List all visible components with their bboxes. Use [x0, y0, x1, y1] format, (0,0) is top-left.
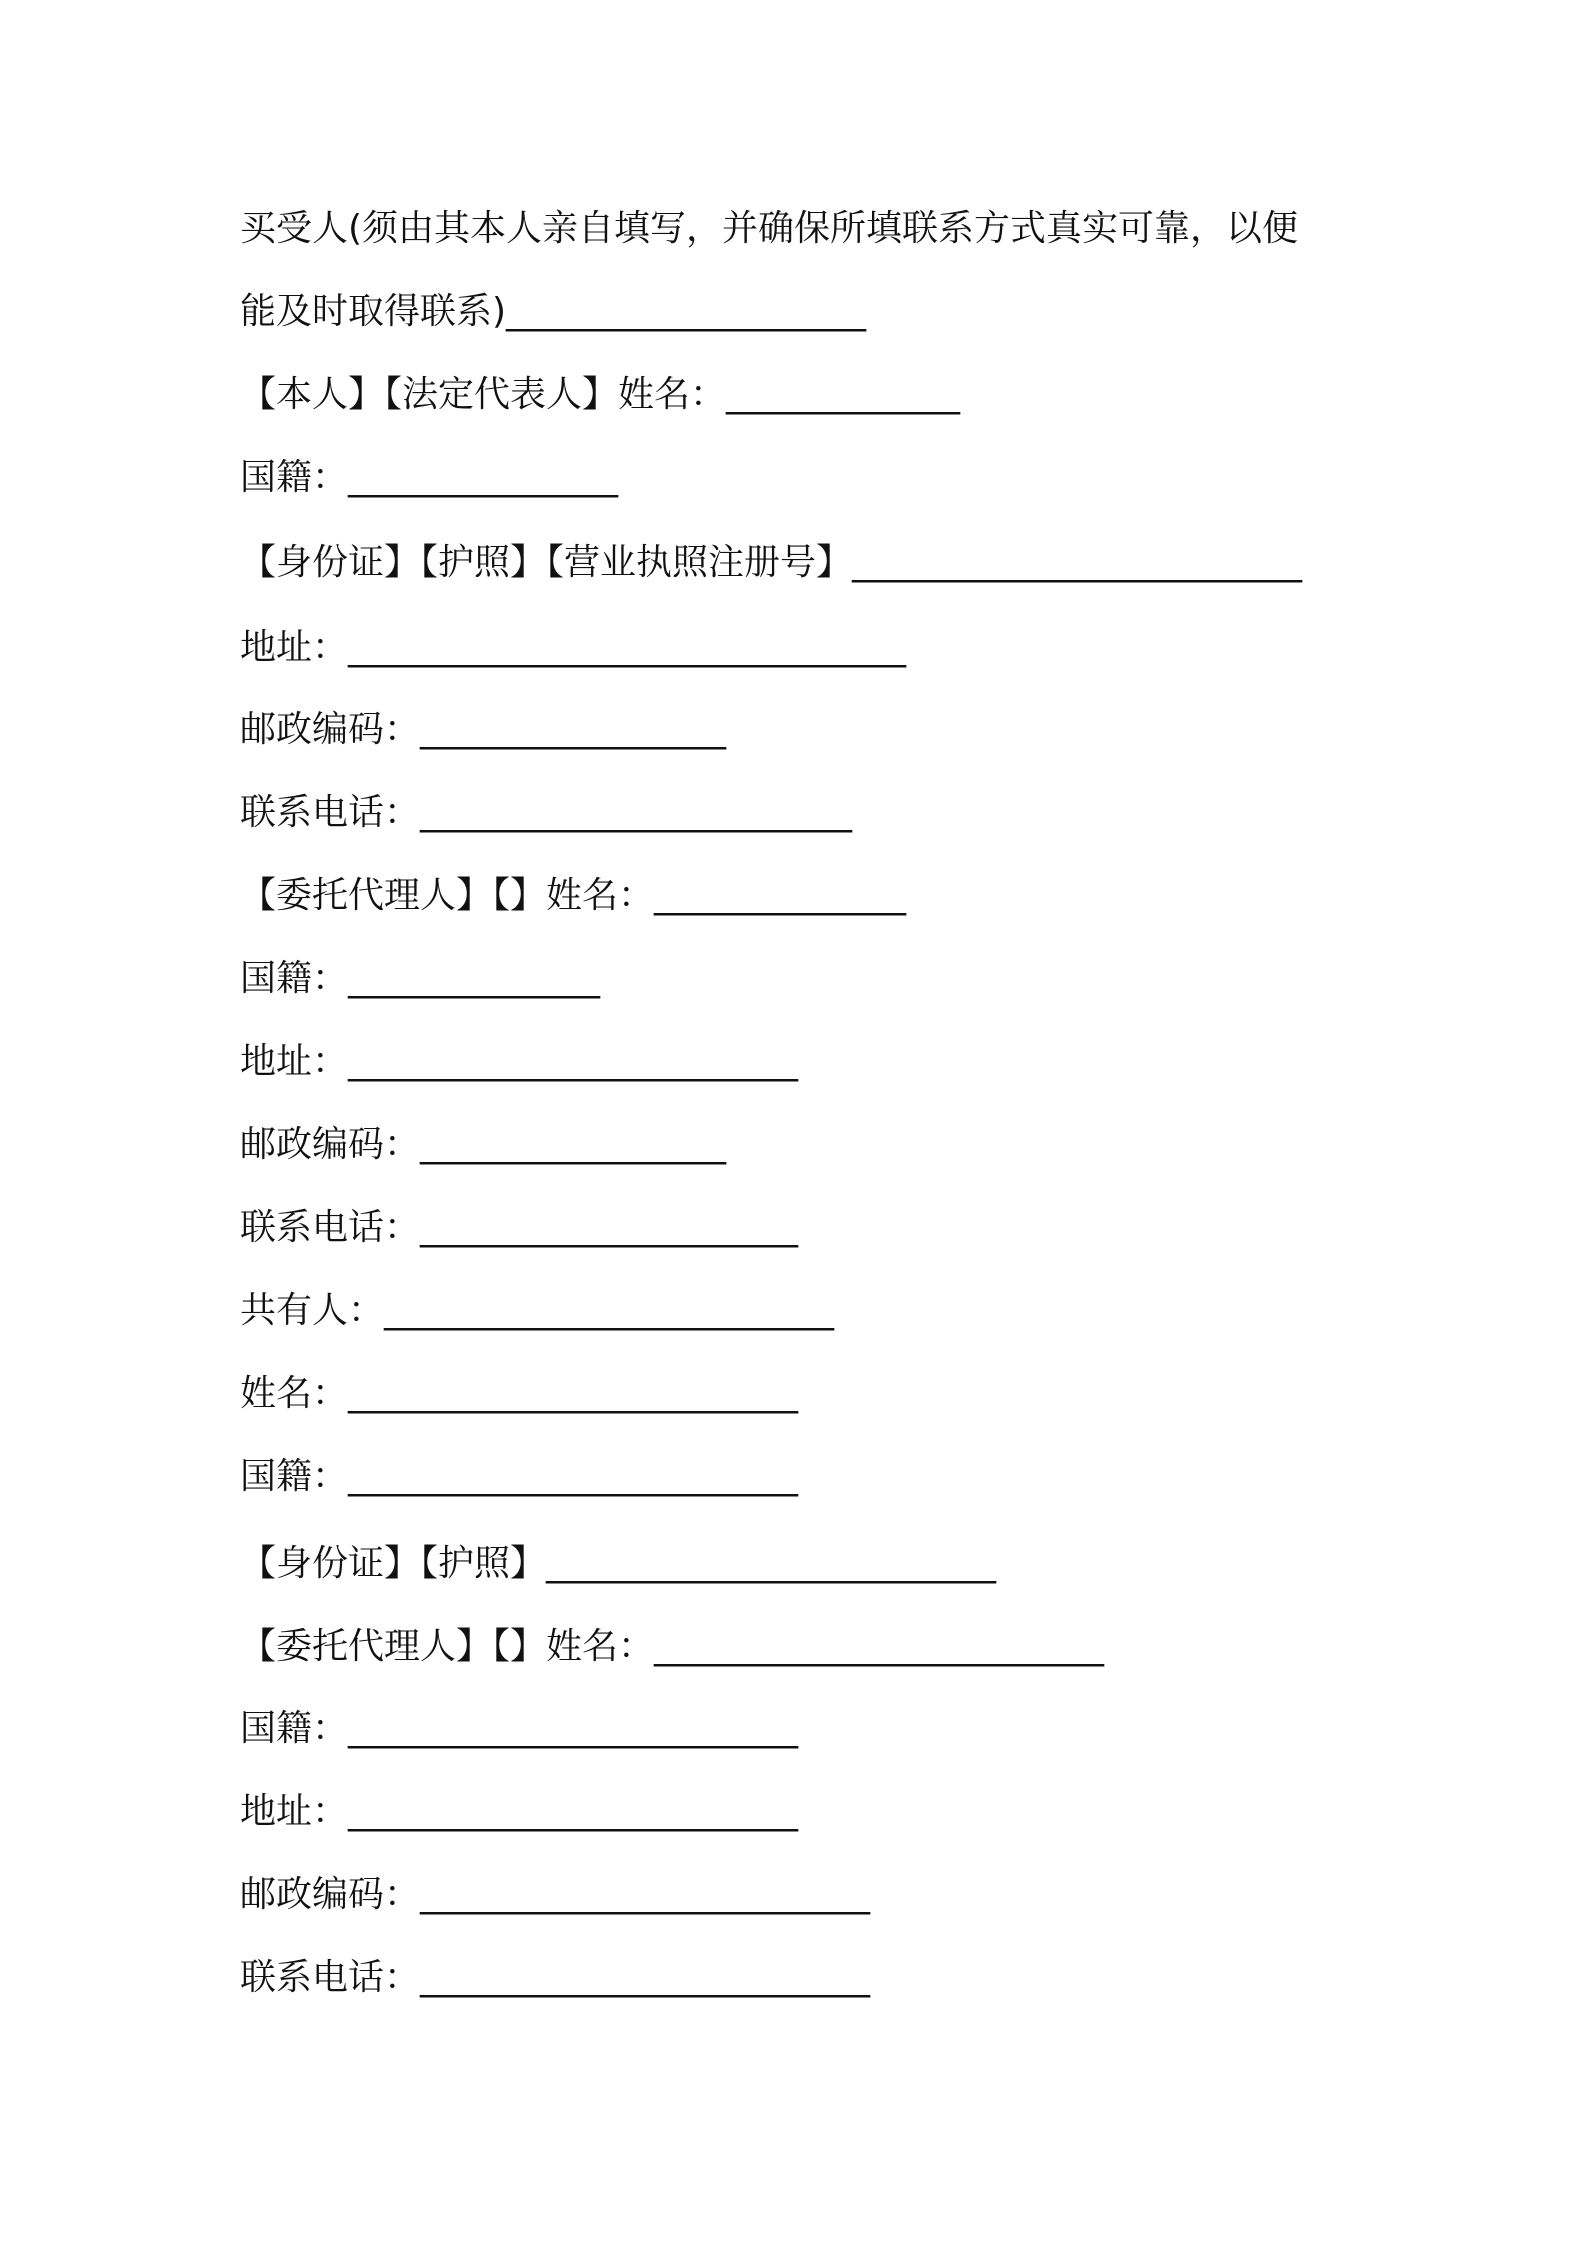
agent-phone-line: 联系电话：_____________________: [240, 1207, 799, 1248]
co-owner-agent-name-line: 【委托代理人】【】姓名：_________________________: [240, 1626, 1105, 1667]
co-owner-agent-nationality-line: 国籍：_________________________: [240, 1708, 799, 1749]
co-owner-agent-postcode-line: 邮政编码：_________________________: [240, 1874, 871, 1915]
principal-id-line: 【身份证】【护照】【营业执照注册号】_________________________: [240, 542, 1303, 583]
principal-postcode-line: 邮政编码：_________________: [240, 709, 727, 750]
co-owner-agent-phone-line: 联系电话：_________________________: [240, 1957, 871, 1998]
buyer-intro-line-2: 能及时取得联系)____________________: [240, 291, 867, 332]
agent-name-line: 【委托代理人】【】姓名：______________: [240, 875, 907, 916]
principal-address-line: 地址：_______________________________: [240, 627, 907, 668]
co-owner-agent-address-line: 地址：_________________________: [240, 1791, 799, 1832]
agent-postcode-line: 邮政编码：_________________: [240, 1124, 727, 1165]
principal-name-line: 【本人】【法定代表人】姓名：_____________: [240, 374, 961, 415]
agent-nationality-line: 国籍：______________: [240, 958, 601, 999]
agent-address-line: 地址：_________________________: [240, 1041, 799, 1082]
buyer-intro-line-1: 买受人(须由其本人亲自填写，并确保所填联系方式真实可靠，以便: [240, 208, 1299, 249]
co-owner-name-line: 姓名：_________________________: [240, 1373, 799, 1414]
principal-phone-line: 联系电话：________________________: [240, 792, 853, 833]
co-owner-nationality-line: 国籍：_________________________: [240, 1456, 799, 1497]
co-owner-id-line: 【身份证】【护照】_________________________: [240, 1543, 997, 1584]
co-owner-line: 共有人：_________________________: [240, 1290, 835, 1331]
principal-nationality-line: 国籍：_______________: [240, 457, 619, 498]
